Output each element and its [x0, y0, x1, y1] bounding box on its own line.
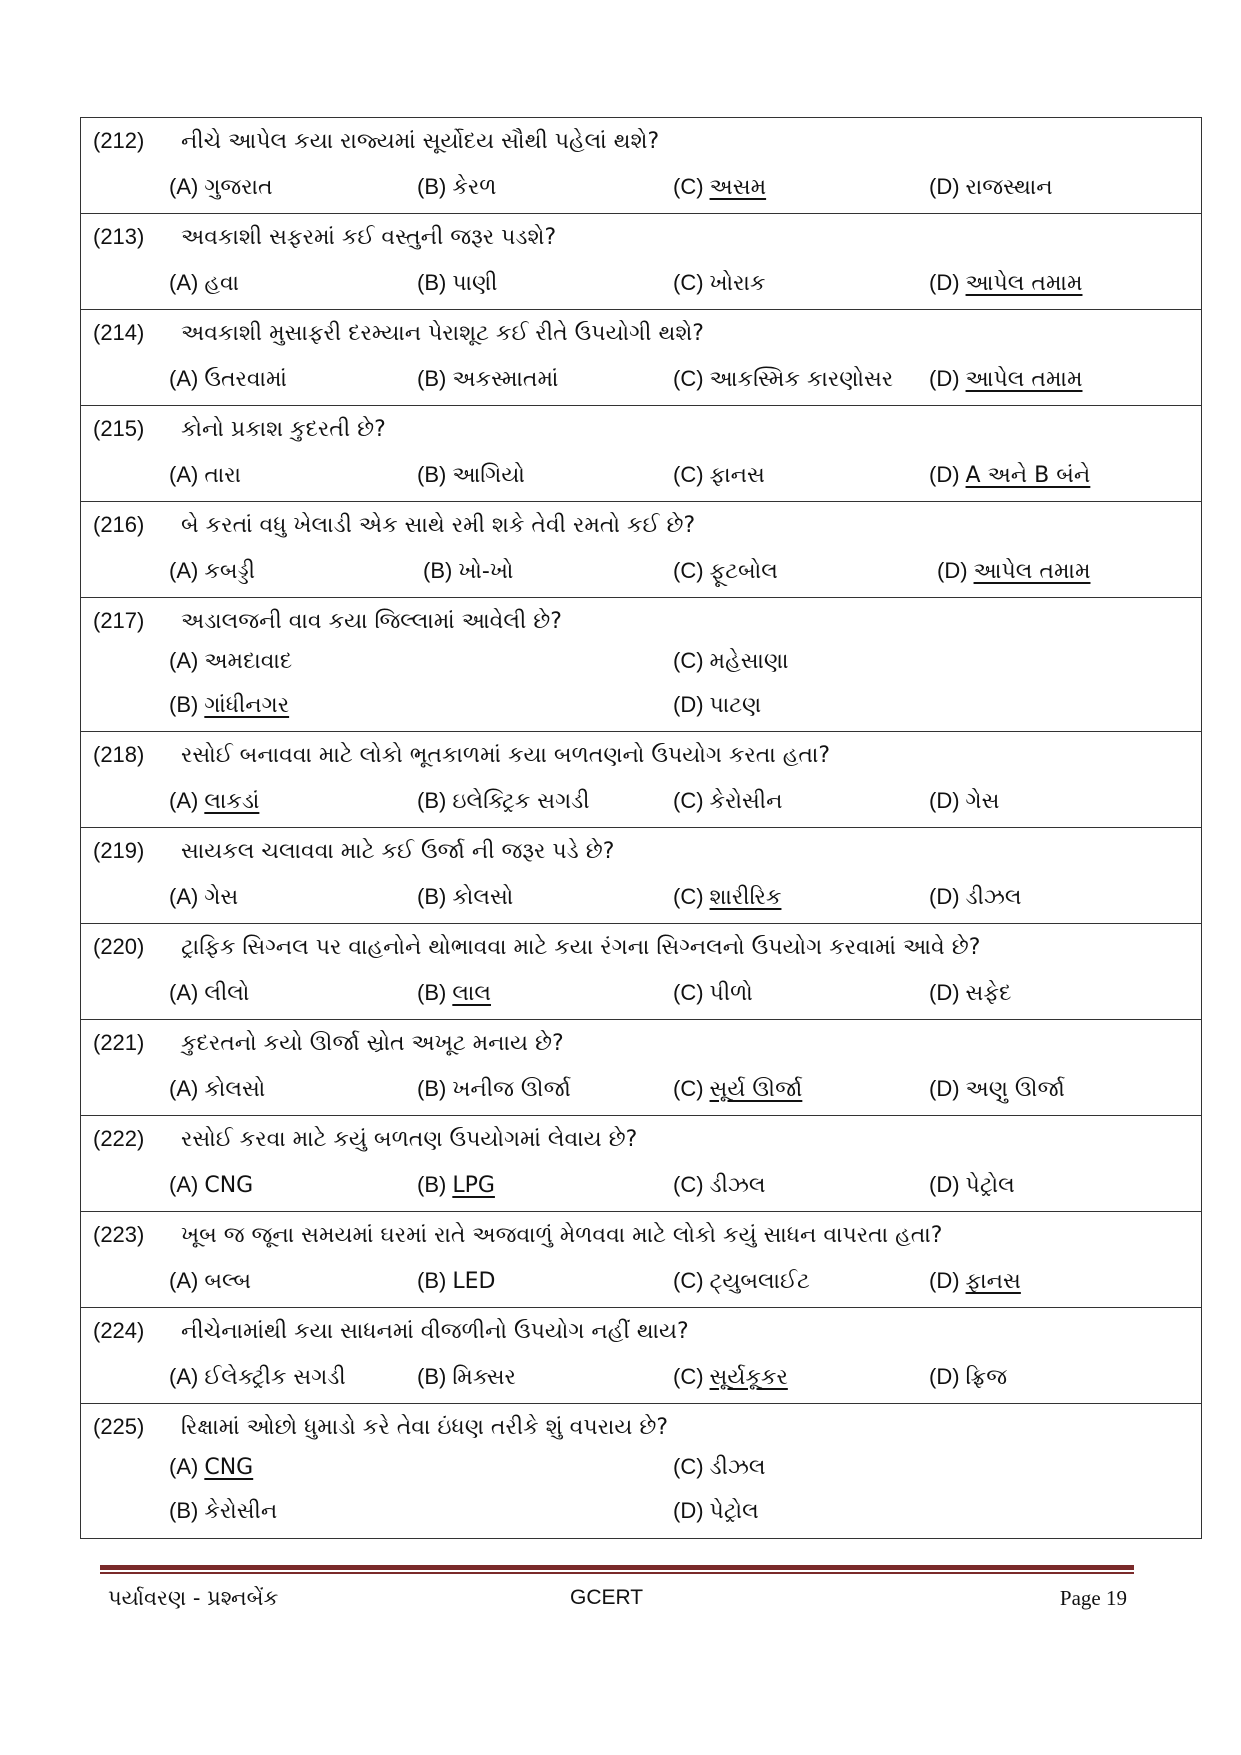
- option-c: (C) ટ્યુબલાઈટ: [673, 1268, 810, 1294]
- option-a: (A) ગેસ: [169, 884, 239, 910]
- option-a: (A) કોલસો: [169, 1076, 266, 1102]
- question-number: (224): [93, 1318, 145, 1343]
- question-line: [93, 1412, 668, 1443]
- option-a: (A) ઉતરવામાં: [169, 366, 287, 392]
- correct-answer: ગાંધીનગર: [204, 693, 290, 718]
- question-line: [93, 740, 830, 771]
- option-b: (B) કોલસો: [417, 884, 514, 910]
- question-line: [93, 510, 695, 541]
- question-line: [93, 318, 704, 349]
- option-c: (C) સૂર્યકૂકર: [673, 1364, 788, 1390]
- question-213: [81, 214, 1201, 310]
- correct-answer: લાકડાં: [204, 789, 260, 814]
- option-b: (B) પાણી: [417, 270, 498, 296]
- option-c: (C) પીળો: [673, 980, 753, 1006]
- option-c: (C) ડીઝલ: [673, 1454, 766, 1480]
- footer-page-number: Page 19: [1059, 1586, 1127, 1610]
- question-219: [81, 828, 1201, 924]
- question-223: [81, 1212, 1201, 1308]
- question-text: નીચેનામાંથી કયા સાધનમાં વીજળીનો ઉપયોગ નહીં થાય?: [181, 1319, 689, 1344]
- question-line: [93, 606, 562, 637]
- option-a: (A) ગુજરાત: [169, 174, 273, 200]
- question-text: બે કરતાં વધુ ખેલાડી એક સાથે રમી શકે તેવી રમતો કઈ છે?: [181, 513, 696, 538]
- option-d: (D) સફેદ: [929, 980, 1012, 1006]
- option-a: (A) અમદાવાદ: [169, 648, 293, 674]
- question-text: રસોઈ બનાવવા માટે લોકો ભૂતકાળમાં કયા બળતણનો ઉપયોગ કરતા હતા?: [181, 743, 831, 768]
- option-a: (A) CNG: [169, 1172, 254, 1198]
- question-216: [81, 502, 1201, 598]
- footer-divider: [100, 1565, 1134, 1570]
- option-c: (C) શારીરિક: [673, 884, 782, 910]
- option-b: (B) LED: [417, 1268, 496, 1294]
- footer-publisher: GCERT: [570, 1586, 644, 1609]
- question-number: (219): [93, 838, 145, 863]
- question-text: ટ્રાફિક સિગ્નલ પર વાહનોને થોભાવવા માટે કયા રંગના સિગ્નલનો ઉપયોગ કરવામાં આવે છે?: [181, 935, 981, 960]
- question-218: [81, 732, 1201, 828]
- option-a: (A) હવા: [169, 270, 240, 296]
- option-a: (A) CNG: [169, 1454, 254, 1480]
- correct-answer: સૂર્ય ઊર્જા: [709, 1077, 803, 1102]
- question-number: (214): [93, 320, 145, 345]
- option-b: (B) આગિયો: [417, 462, 525, 488]
- question-line: [93, 1028, 564, 1059]
- option-d: (D) A અને B બંને: [929, 462, 1091, 488]
- correct-answer: CNG: [204, 1455, 254, 1480]
- option-d: (D) ડીઝલ: [929, 884, 1022, 910]
- option-d: (D) ગેસ: [929, 788, 1000, 814]
- question-text: અડાલજની વાવ કયા જિલ્લામાં આવેલી છે?: [181, 609, 562, 634]
- correct-answer: સૂર્યકૂકર: [709, 1365, 788, 1390]
- option-c: (C) મહેસાણા: [673, 648, 789, 674]
- question-number: (223): [93, 1222, 145, 1247]
- question-222: [81, 1116, 1201, 1212]
- option-a: (A) કબડ્ડી: [169, 558, 256, 584]
- option-a: (A) લીલો: [169, 980, 250, 1006]
- correct-answer: આપેલ તમામ: [965, 367, 1083, 392]
- option-b: (B) કેરોસીન: [169, 1498, 278, 1524]
- question-number: (213): [93, 224, 145, 249]
- question-line: [93, 414, 386, 445]
- question-number: (222): [93, 1126, 145, 1151]
- question-text: સાયકલ ચલાવવા માટે કઈ ઉર્જા ની જરૂર પડે છે?: [181, 839, 615, 864]
- option-d: (D) પેટ્રોલ: [673, 1498, 759, 1524]
- question-text: નીચે આપેલ કયા રાજ્યમાં સૂર્યોદય સૌથી પહેલાં થશે?: [181, 129, 660, 154]
- question-number: (212): [93, 128, 145, 153]
- option-a: (A) ઈલેક્ટ્રીક સગડી: [169, 1364, 346, 1390]
- question-text: રસોઈ કરવા માટે કયું બળતણ ઉપયોગમાં લેવાય છે?: [181, 1127, 638, 1152]
- question-number: (216): [93, 512, 145, 537]
- question-table: [80, 117, 1202, 1539]
- option-b: (B) ખો-ખો: [423, 558, 514, 584]
- question-line: [93, 126, 659, 157]
- option-b: (B) ખનીજ ઊર્જા: [417, 1076, 571, 1102]
- question-line: [93, 222, 556, 253]
- question-line: [93, 1220, 942, 1251]
- option-d: (D) ફાનસ: [929, 1268, 1021, 1294]
- question-217: [81, 598, 1201, 732]
- question-220: [81, 924, 1201, 1020]
- correct-answer: ફાનસ: [965, 1269, 1021, 1294]
- question-number: (220): [93, 934, 145, 959]
- option-b: (B) મિક્સર: [417, 1364, 516, 1390]
- question-215: [81, 406, 1201, 502]
- option-b: (B) LPG: [417, 1172, 495, 1198]
- correct-answer: લાલ: [452, 981, 491, 1006]
- option-d: (D) અણુ ઊર્જા: [929, 1076, 1065, 1102]
- question-214: [81, 310, 1201, 406]
- option-d: (D) આપેલ તમામ: [929, 270, 1083, 296]
- option-b: (B) ગાંધીનગર: [169, 692, 290, 718]
- question-224: [81, 1308, 1201, 1404]
- option-c: (C) ફૂટબોલ: [673, 558, 778, 584]
- correct-answer: શારીરિક: [709, 885, 782, 910]
- option-d: (D) રાજસ્થાન: [929, 174, 1053, 200]
- option-c: (C) અસમ: [673, 174, 767, 200]
- correct-answer: આપેલ તમામ: [973, 559, 1091, 584]
- question-text: અવકાશી મુસાફરી દરમ્યાન પેરાશૂટ કઈ રીતે ઉપયોગી થશે?: [181, 321, 704, 346]
- option-d: (D) આપેલ તમામ: [937, 558, 1091, 584]
- option-b: (B) અકસ્માતમાં: [417, 366, 559, 392]
- correct-answer: LPG: [452, 1173, 495, 1198]
- option-b: (B) ઇલેક્ટ્રિક સગડી: [417, 788, 590, 814]
- option-c: (C) ડીઝલ: [673, 1172, 766, 1198]
- question-text: રિક્ષામાં ઓછો ધુમાડો કરે તેવા ઇંધણ તરીકે શું વપરાય છે?: [181, 1415, 669, 1440]
- question-line: [93, 836, 614, 867]
- option-a: (A) લાકડાં: [169, 788, 260, 814]
- question-number: (215): [93, 416, 145, 441]
- question-text: કોનો પ્રકાશ કુદરતી છે?: [181, 417, 386, 442]
- question-text: ખૂબ જ જૂના સમયમાં ઘરમાં રાતે અજવાળું મેળવવા માટે લોકો કયું સાધન વાપરતા હતા?: [181, 1223, 943, 1248]
- question-number: (218): [93, 742, 145, 767]
- option-d: (D) આપેલ તમામ: [929, 366, 1083, 392]
- question-line: [93, 1316, 689, 1347]
- option-c: (C) કેરોસીન: [673, 788, 783, 814]
- option-c: (C) આકસ્મિક કારણોસર: [673, 366, 894, 392]
- correct-answer: A અને B બંને: [965, 463, 1091, 488]
- question-number: (217): [93, 608, 145, 633]
- question-text: કુદરતનો કયો ઊર્જા સ્રોત અખૂટ મનાય છે?: [181, 1031, 564, 1056]
- footer-subject: પર્યાવરણ - પ્રશ્નબેંક: [108, 1586, 279, 1610]
- question-225: [81, 1404, 1201, 1538]
- option-d: (D) પાટણ: [673, 692, 762, 718]
- option-b: (B) લાલ: [417, 980, 491, 1006]
- option-d: (D) ફ્રિજ: [929, 1364, 1008, 1390]
- footer-divider-thin: [100, 1572, 1134, 1574]
- question-number: (225): [93, 1414, 145, 1439]
- question-line: [93, 932, 980, 963]
- option-a: (A) બલ્બ: [169, 1268, 252, 1294]
- option-b: (B) કેરળ: [417, 174, 497, 200]
- option-d: (D) પેટ્રોલ: [929, 1172, 1015, 1198]
- question-221: [81, 1020, 1201, 1116]
- question-text: અવકાશી સફરમાં કઈ વસ્તુની જરૂર પડશે?: [181, 225, 557, 250]
- option-a: (A) તારા: [169, 462, 242, 488]
- question-212: [81, 118, 1201, 214]
- option-c: (C) સૂર્ય ઊર્જા: [673, 1076, 803, 1102]
- option-c: (C) ફાનસ: [673, 462, 765, 488]
- question-line: [93, 1124, 637, 1155]
- correct-answer: અસમ: [709, 175, 767, 200]
- option-c: (C) ખોરાક: [673, 270, 766, 296]
- question-number: (221): [93, 1030, 145, 1055]
- correct-answer: આપેલ તમામ: [965, 271, 1083, 296]
